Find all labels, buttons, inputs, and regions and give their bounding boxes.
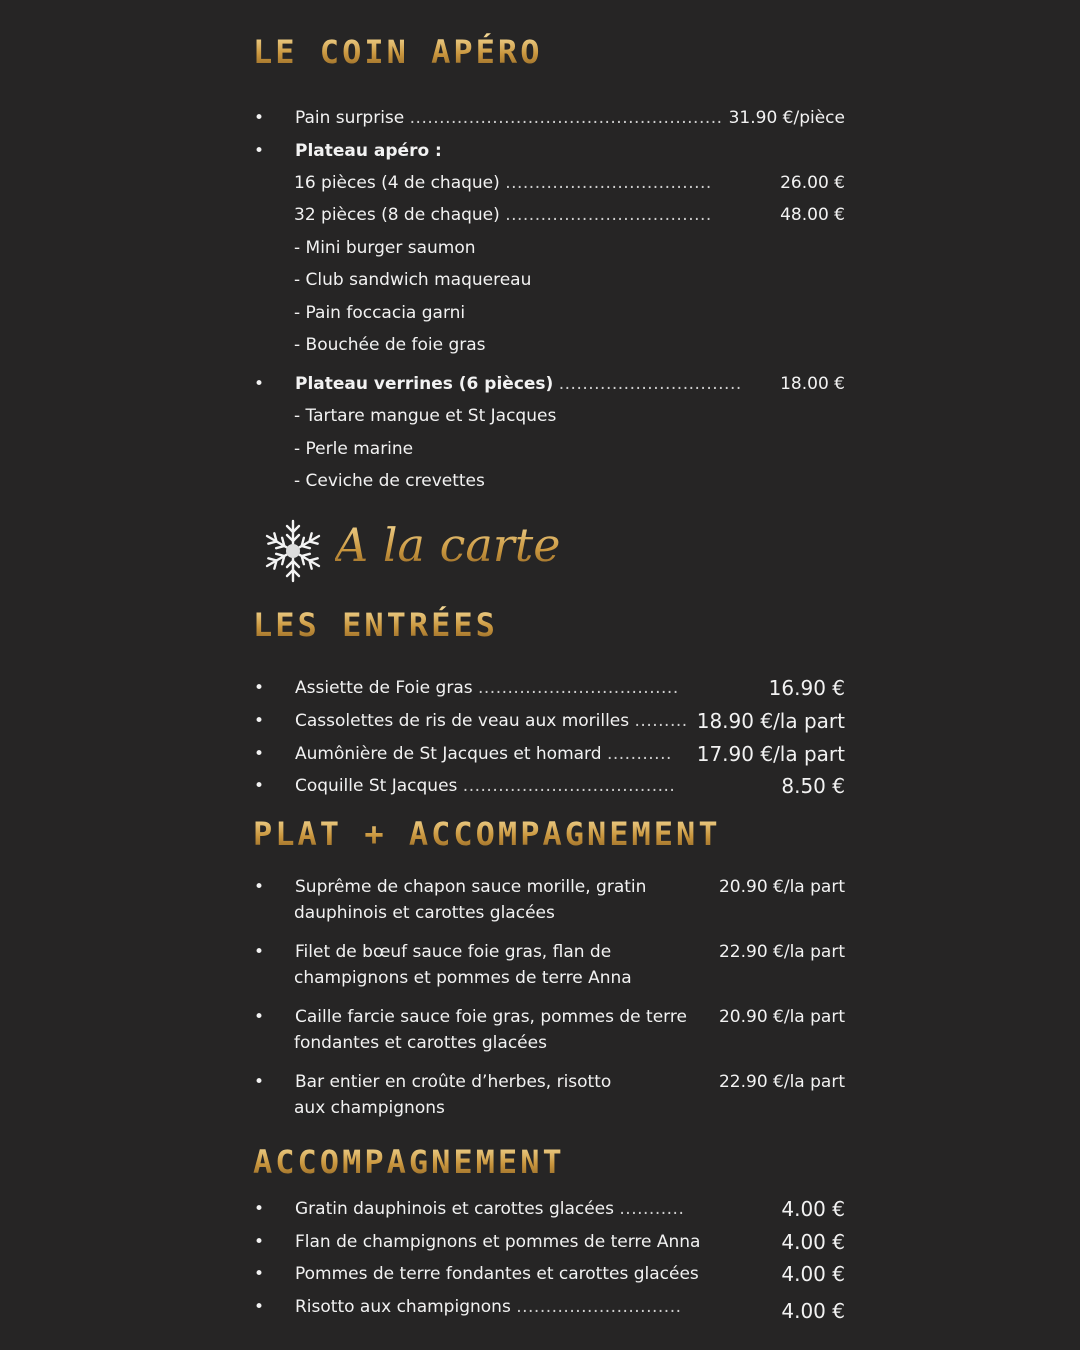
item-price: 16.90 € — [768, 676, 845, 700]
item-label: 16 pièces (4 de chaque) — [294, 173, 500, 193]
menu-item-entree — [0, 771, 1080, 801]
item-line-2: champignons et pommes de terre Anna — [294, 968, 632, 988]
item-line-2: aux champignons — [294, 1098, 445, 1118]
item-label: Pommes de terre fondantes et carottes glacées — [295, 1264, 699, 1284]
item-price: 4.00 € — [781, 1299, 845, 1323]
item-price: 22.90 €/la part — [718, 1072, 845, 1092]
item-price: 26.00 € — [780, 173, 845, 193]
menu-item-entree — [0, 673, 1080, 703]
sub-item-label: - Club sandwich maquereau — [294, 270, 532, 290]
menu-item-plat — [0, 1069, 1080, 1125]
menu-item-plat — [0, 874, 1080, 930]
item-dots: ......... — [634, 711, 688, 731]
item-price: 18.00 € — [780, 374, 845, 394]
bullet: • — [254, 1199, 265, 1219]
menu-item-plat — [0, 939, 1080, 995]
menu-item-accompagnement — [0, 1194, 1080, 1224]
sub-item-label: - Bouchée de foie gras — [294, 335, 486, 355]
menu-item-plateau-apero — [0, 136, 1080, 166]
item-dots: ............................ — [516, 1297, 682, 1317]
item-dots: ..................................................... — [409, 108, 723, 128]
item-line-1: Filet de bœuf sauce foie gras, flan de — [295, 942, 612, 962]
bullet: • — [254, 374, 265, 394]
section-title-apero: LE COIN APÉRO — [253, 33, 543, 71]
item-label: Risotto aux champignons — [295, 1297, 511, 1317]
bullet: • — [254, 1007, 265, 1027]
section-title-entrees: LES ENTRÉES — [253, 606, 498, 644]
bullet: • — [254, 1264, 265, 1284]
menu-item-accompagnement — [0, 1227, 1080, 1257]
item-price: 18.90 €/la part — [696, 709, 845, 733]
bullet: • — [254, 108, 265, 128]
item-dots: ........... — [619, 1199, 685, 1219]
snowflake-icon — [258, 518, 328, 584]
bullet: • — [254, 711, 265, 731]
item-dots: .................................. — [478, 678, 679, 698]
item-line-1: Suprême de chapon sauce morille, gratin — [295, 877, 647, 897]
item-price: 17.90 €/la part — [696, 742, 845, 766]
sub-item-label: - Perle marine — [294, 439, 414, 459]
item-label: Coquille St Jacques — [295, 776, 458, 796]
item-line-2: fondantes et carottes glacées — [294, 1033, 547, 1053]
section-title-plats: PLAT + ACCOMPAGNEMENT — [253, 815, 721, 853]
item-price: 4.00 € — [781, 1230, 845, 1254]
menu-item-entree — [0, 739, 1080, 769]
item-line-1: Bar entier en croûte d’herbes, risotto — [295, 1072, 612, 1092]
menu-item-accompagnement — [0, 1292, 1080, 1322]
menu-item-32-pieces — [0, 200, 1080, 230]
item-price: 20.90 €/la part — [718, 1007, 845, 1027]
bullet: • — [254, 877, 265, 897]
sub-item — [0, 401, 1080, 431]
menu-item-entree — [0, 706, 1080, 736]
item-price: 4.00 € — [781, 1197, 845, 1221]
sub-item — [0, 233, 1080, 263]
item-label: Assiette de Foie gras — [295, 678, 473, 698]
item-label: 32 pièces (8 de chaque) — [294, 205, 500, 225]
sub-item — [0, 265, 1080, 295]
bullet: • — [254, 1232, 265, 1252]
bullet: • — [254, 1297, 265, 1317]
section-title-accompagnement: ACCOMPAGNEMENT — [253, 1143, 565, 1181]
item-price: 4.00 € — [781, 1262, 845, 1286]
item-label: Flan de champignons et pommes de terre Anna — [295, 1232, 701, 1252]
item-dots: ................................... — [505, 173, 712, 193]
menu-item-pain-surprise — [0, 103, 1080, 133]
menu-item-plat — [0, 1004, 1080, 1060]
item-price: 48.00 € — [780, 205, 845, 225]
item-line-1: Caille farcie sauce foie gras, pommes de terre — [295, 1007, 687, 1027]
bullet: • — [254, 942, 265, 962]
sub-item — [0, 466, 1080, 496]
item-label: Plateau verrines (6 pièces) — [295, 374, 554, 394]
item-price: 8.50 € — [781, 774, 845, 798]
item-label: Plateau apéro : — [295, 141, 442, 161]
menu-item-accompagnement — [0, 1259, 1080, 1289]
item-price: 31.90 €/pièce — [728, 108, 845, 128]
sub-item-label: - Ceviche de crevettes — [294, 471, 485, 491]
item-dots: ................................... — [505, 205, 712, 225]
sub-item-label: - Mini burger saumon — [294, 238, 476, 258]
item-line-2: dauphinois et carottes glacées — [294, 903, 555, 923]
menu-item-16-pieces — [0, 168, 1080, 198]
item-dots: ........... — [606, 744, 672, 764]
bullet: • — [254, 678, 265, 698]
bullet: • — [254, 141, 265, 161]
item-price: 20.90 €/la part — [718, 877, 845, 897]
a-la-carte-title: A la carte — [335, 518, 561, 572]
item-label: Pain surprise — [295, 108, 405, 128]
bullet: • — [254, 776, 265, 796]
menu-item-plateau-verrines — [0, 369, 1080, 399]
sub-item-label: - Tartare mangue et St Jacques — [294, 406, 557, 426]
item-label: Aumônière de St Jacques et homard — [295, 744, 602, 764]
item-dots: .................................... — [462, 776, 676, 796]
item-label: Gratin dauphinois et carottes glacées — [295, 1199, 614, 1219]
sub-item — [0, 434, 1080, 464]
bullet: • — [254, 744, 265, 764]
sub-item — [0, 298, 1080, 328]
item-dots: ............................... — [558, 374, 742, 394]
bullet: • — [254, 1072, 265, 1092]
sub-item-label: - Pain foccacia garni — [294, 303, 466, 323]
item-label: Cassolettes de ris de veau aux morilles — [295, 711, 630, 731]
sub-item — [0, 330, 1080, 360]
item-price: 22.90 €/la part — [718, 942, 845, 962]
